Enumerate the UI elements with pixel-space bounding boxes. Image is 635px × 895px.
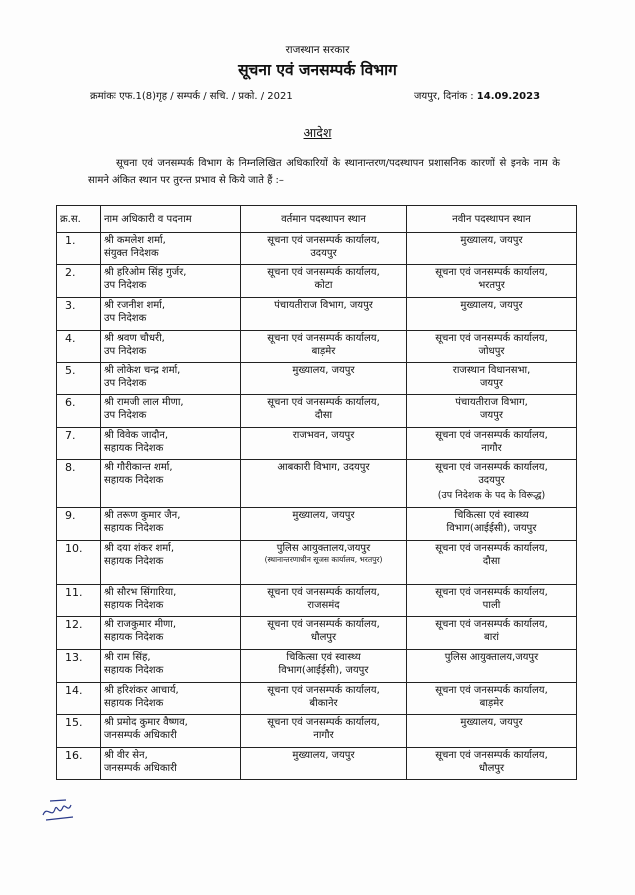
- serial-number: 5.: [57, 363, 101, 395]
- new-posting-line1: मुख्यालय, जयपुर: [460, 717, 523, 728]
- new-posting-cell: [407, 683, 577, 715]
- current-posting-line2: कोटा: [314, 280, 333, 291]
- officer-name: श्री विवेक जादौन,: [104, 430, 169, 441]
- new-posting-line1: सूचना एवं जनसम्पर्क कार्यालय,: [435, 333, 548, 344]
- table-header-row: [57, 206, 577, 233]
- new-posting-line2: नागौर: [481, 443, 502, 454]
- new-posting-note: (उप निदेशक के पद के विरूद्ध): [437, 490, 546, 501]
- new-posting-cell: [407, 331, 577, 363]
- officer-designation: उप निदेशक: [104, 280, 147, 291]
- header-current-posting: वर्तमान पदस्थापन स्थान: [241, 206, 407, 233]
- current-posting-cell: [241, 585, 407, 617]
- table-row: [57, 617, 577, 650]
- reference-number: क्रमांकः एफ.1(8)गृह / सम्पर्क / सचि. / प्रको. / 2021: [90, 91, 293, 102]
- current-posting-cell: [241, 460, 407, 508]
- new-posting-line2: पाली: [482, 600, 501, 611]
- current-posting-line1: चिकित्सा एवं स्वास्थ्य: [286, 652, 361, 663]
- serial-number: 9.: [57, 508, 101, 541]
- serial-number: 10.: [57, 541, 101, 585]
- serial-number: 14.: [57, 683, 101, 715]
- current-posting-cell: [241, 715, 407, 748]
- officer-designation: उप निदेशक: [104, 378, 147, 389]
- department-name: सूचना एवं जनसम्पर्क विभाग: [238, 61, 397, 79]
- officer-cell: [101, 363, 241, 395]
- officer-cell: [101, 395, 241, 428]
- new-posting-line2: जयपुर: [480, 410, 503, 421]
- new-posting-line1: मुख्यालय, जयपुर: [460, 235, 523, 246]
- officer-name: श्री गौरीकान्त शर्मा,: [104, 462, 173, 473]
- new-posting-cell: [407, 508, 577, 541]
- officer-designation: सहायक निदेशक: [104, 698, 164, 709]
- serial-number: 6.: [57, 395, 101, 428]
- table-row: [57, 395, 577, 428]
- serial-number: 12.: [57, 617, 101, 650]
- officer-designation: सहायक निदेशक: [104, 632, 164, 643]
- table-row: [57, 541, 577, 585]
- current-posting-line1: सूचना एवं जनसम्पर्क कार्यालय,: [267, 235, 380, 246]
- serial-number: 13.: [57, 650, 101, 683]
- current-posting-line1: मुख्यालय, जयपुर: [292, 510, 355, 521]
- current-posting-cell: [241, 748, 407, 780]
- officer-cell: [101, 460, 241, 508]
- new-posting-cell: [407, 650, 577, 683]
- serial-number: 7.: [57, 428, 101, 460]
- officer-cell: [101, 298, 241, 331]
- serial-number: 15.: [57, 715, 101, 748]
- officer-designation: संयुक्त निदेशक: [104, 248, 159, 259]
- current-posting-cell: [241, 265, 407, 298]
- table-row: [57, 683, 577, 715]
- current-posting-line1: सूचना एवं जनसम्पर्क कार्यालय,: [267, 619, 380, 630]
- officer-cell: [101, 331, 241, 363]
- new-posting-line1: राजस्थान विधानसभा,: [452, 365, 531, 376]
- new-posting-line2: विभाग(आईईसी), जयपुर: [446, 523, 537, 534]
- officer-name: श्री कमलेश शर्मा,: [104, 235, 166, 246]
- officer-name: श्री श्रवण चौधरी,: [104, 333, 165, 344]
- current-posting-cell: [241, 233, 407, 265]
- new-posting-line2: दौसा: [482, 556, 501, 567]
- current-posting-line2: धौलपुर: [310, 632, 337, 643]
- transfer-table: [56, 205, 577, 780]
- new-posting-line1: पंचायतीराज विभाग,: [455, 397, 528, 408]
- new-posting-cell: [407, 585, 577, 617]
- date-value: 14.09.2023: [476, 91, 541, 102]
- serial-number: 2.: [57, 265, 101, 298]
- officer-name: श्री राम सिंह,: [104, 652, 151, 663]
- new-posting-cell: [407, 363, 577, 395]
- new-posting-cell: [407, 460, 577, 508]
- officer-designation: जनसम्पर्क अधिकारी: [104, 730, 177, 741]
- table-row: [57, 298, 577, 331]
- current-posting-cell: [241, 508, 407, 541]
- order-title: [0, 124, 635, 141]
- current-posting-line2: दौसा: [314, 410, 333, 421]
- officer-name: श्री रजनीश शर्मा,: [104, 300, 166, 311]
- current-posting-line1: सूचना एवं जनसम्पर्क कार्यालय,: [267, 717, 380, 728]
- government-name: राजस्थान सरकार: [285, 44, 350, 56]
- officer-cell: [101, 617, 241, 650]
- officer-name: श्री रामजी लाल मीणा,: [104, 397, 184, 408]
- table-row: [57, 460, 577, 508]
- officer-designation: सहायक निदेशक: [104, 665, 164, 676]
- new-posting-line2: उदयपुर: [478, 475, 505, 486]
- officer-cell: [101, 585, 241, 617]
- current-posting-line2: बाड़मेर: [311, 346, 336, 357]
- officer-name: श्री सौरभ सिंगारिया,: [104, 587, 177, 598]
- new-posting-line2: भरतपुर: [478, 280, 505, 291]
- officer-name: श्री राजकुमार मीणा,: [104, 619, 177, 630]
- table-row: [57, 748, 577, 780]
- header-serial: क्र.स.: [57, 206, 101, 233]
- officer-cell: [101, 428, 241, 460]
- new-posting-line1: चिकित्सा एवं स्वास्थ्य: [454, 510, 529, 521]
- officer-cell: [101, 748, 241, 780]
- officer-cell: [101, 650, 241, 683]
- serial-number: 8.: [57, 460, 101, 508]
- new-posting-line1: सूचना एवं जनसम्पर्क कार्यालय,: [435, 462, 548, 473]
- officer-designation: सहायक निदेशक: [104, 556, 164, 567]
- officer-name: श्री दया शंकर शर्मा,: [104, 543, 175, 554]
- table-row: [57, 233, 577, 265]
- new-posting-line1: सूचना एवं जनसम्पर्क कार्यालय,: [435, 267, 548, 278]
- current-posting-cell: [241, 363, 407, 395]
- serial-number: 4.: [57, 331, 101, 363]
- new-posting-cell: [407, 265, 577, 298]
- current-posting-line1: सूचना एवं जनसम्पर्क कार्यालय,: [267, 397, 380, 408]
- current-posting-line1: राजभवन, जयपुर: [292, 430, 355, 441]
- current-posting-line2: विभाग(आईईसी), जयपुर: [278, 665, 369, 676]
- officer-name: श्री लोकेश चन्द्र शर्मा,: [104, 365, 181, 376]
- table-row: [57, 585, 577, 617]
- new-posting-cell: [407, 617, 577, 650]
- officer-cell: [101, 541, 241, 585]
- officer-designation: सहायक निदेशक: [104, 475, 164, 486]
- officer-cell: [101, 683, 241, 715]
- table-row: [57, 428, 577, 460]
- header-new-posting: नवीन पदस्थापन स्थान: [407, 206, 577, 233]
- new-posting-line2: जयपुर: [480, 378, 503, 389]
- table-row: [57, 650, 577, 683]
- new-posting-cell: [407, 233, 577, 265]
- current-posting-line1: मुख्यालय, जयपुर: [292, 365, 355, 376]
- officer-designation: सहायक निदेशक: [104, 443, 164, 454]
- serial-number: 11.: [57, 585, 101, 617]
- new-posting-line1: सूचना एवं जनसम्पर्क कार्यालय,: [435, 430, 548, 441]
- officer-designation: उप निदेशक: [104, 410, 147, 421]
- table-row: [57, 265, 577, 298]
- officer-cell: [101, 233, 241, 265]
- current-posting-cell: [241, 541, 407, 585]
- new-posting-cell: [407, 428, 577, 460]
- officer-designation: सहायक निदेशक: [104, 600, 164, 611]
- new-posting-cell: [407, 298, 577, 331]
- new-posting-line1: सूचना एवं जनसम्पर्क कार्यालय,: [435, 685, 548, 696]
- signature-mark: [40, 795, 78, 823]
- current-posting-line1: मुख्यालय, जयपुर: [292, 750, 355, 761]
- current-posting-line1: पंचायतीराज विभाग, जयपुर: [274, 300, 373, 311]
- new-posting-line1: सूचना एवं जनसम्पर्क कार्यालय,: [435, 587, 548, 598]
- current-posting-cell: [241, 650, 407, 683]
- new-posting-line1: मुख्यालय, जयपुर: [460, 300, 523, 311]
- table-row: [57, 331, 577, 363]
- current-posting-line2: राजसमंद: [307, 600, 340, 611]
- new-posting-line2: बारां: [484, 632, 499, 643]
- officer-cell: [101, 715, 241, 748]
- new-posting-cell: [407, 748, 577, 780]
- new-posting-cell: [407, 541, 577, 585]
- officer-designation: उप निदेशक: [104, 313, 147, 324]
- officer-name: श्री प्रमोद कुमार वैष्णव,: [104, 717, 188, 728]
- serial-number: 3.: [57, 298, 101, 331]
- current-posting-cell: [241, 428, 407, 460]
- current-posting-note: (स्थानान्तरणाधीन सूजस कार्यालय, भरतपुर): [264, 555, 383, 564]
- new-posting-line1: सूचना एवं जनसम्पर्क कार्यालय,: [435, 543, 548, 554]
- officer-designation: सहायक निदेशक: [104, 523, 164, 534]
- current-posting-line1: सूचना एवं जनसम्पर्क कार्यालय,: [267, 267, 380, 278]
- new-posting-line1: सूचना एवं जनसम्पर्क कार्यालय,: [435, 619, 548, 630]
- intro-paragraph: सूचना एवं जनसम्पर्क विभाग के निम्नलिखित अधिकारियों के स्थानान्तरण/पदस्थापन प्रशासनिक कारणों से इनके नाम के सामने अंकित स्थान पर तुरन्त प्रभाव से किये जाते हैं :–: [88, 158, 560, 186]
- current-posting-line2: उदयपुर: [310, 248, 337, 259]
- date-line: [414, 88, 540, 102]
- officer-cell: [101, 265, 241, 298]
- officer-name: श्री तरूण कुमार जैन,: [104, 510, 181, 521]
- new-posting-line2: बाड़मेर: [479, 698, 504, 709]
- current-posting-cell: [241, 683, 407, 715]
- date-label: जयपुर, दिनांक :: [414, 91, 477, 102]
- table-body: [57, 233, 577, 780]
- officer-name: श्री हरिशंकर आचार्य,: [104, 685, 179, 696]
- new-posting-cell: [407, 395, 577, 428]
- current-posting-cell: [241, 331, 407, 363]
- new-posting-cell: [407, 715, 577, 748]
- current-posting-line1: पुलिस आयुक्तालय,जयपुर: [276, 543, 371, 554]
- current-posting-cell: [241, 617, 407, 650]
- current-posting-line1: सूचना एवं जनसम्पर्क कार्यालय,: [267, 333, 380, 344]
- table-row: [57, 715, 577, 748]
- officer-designation: जनसम्पर्क अधिकारी: [104, 763, 177, 774]
- current-posting-cell: [241, 298, 407, 331]
- officer-designation: उप निदेशक: [104, 346, 147, 357]
- table-row: [57, 508, 577, 541]
- serial-number: 1.: [57, 233, 101, 265]
- new-posting-line1: पुलिस आयुक्तालय,जयपुर: [444, 652, 539, 663]
- table-row: [57, 363, 577, 395]
- order-title-text: आदेश: [303, 125, 332, 140]
- new-posting-line2: जोधपुर: [478, 346, 505, 357]
- current-posting-line1: आबकारी विभाग, उदयपुर: [277, 462, 370, 473]
- header-name: नाम अधिकारी व पदनाम: [101, 206, 241, 233]
- officer-name: श्री वीर सेन,: [104, 750, 148, 761]
- new-posting-line2: धौलपुर: [478, 763, 505, 774]
- officer-name: श्री हरिओम सिंह गुर्जर,: [104, 267, 187, 278]
- serial-number: 16.: [57, 748, 101, 780]
- current-posting-line1: सूचना एवं जनसम्पर्क कार्यालय,: [267, 685, 380, 696]
- new-posting-line1: सूचना एवं जनसम्पर्क कार्यालय,: [435, 750, 548, 761]
- current-posting-line2: नागौर: [313, 730, 334, 741]
- current-posting-cell: [241, 395, 407, 428]
- officer-cell: [101, 508, 241, 541]
- current-posting-line1: सूचना एवं जनसम्पर्क कार्यालय,: [267, 587, 380, 598]
- current-posting-line2: बीकानेर: [309, 698, 338, 709]
